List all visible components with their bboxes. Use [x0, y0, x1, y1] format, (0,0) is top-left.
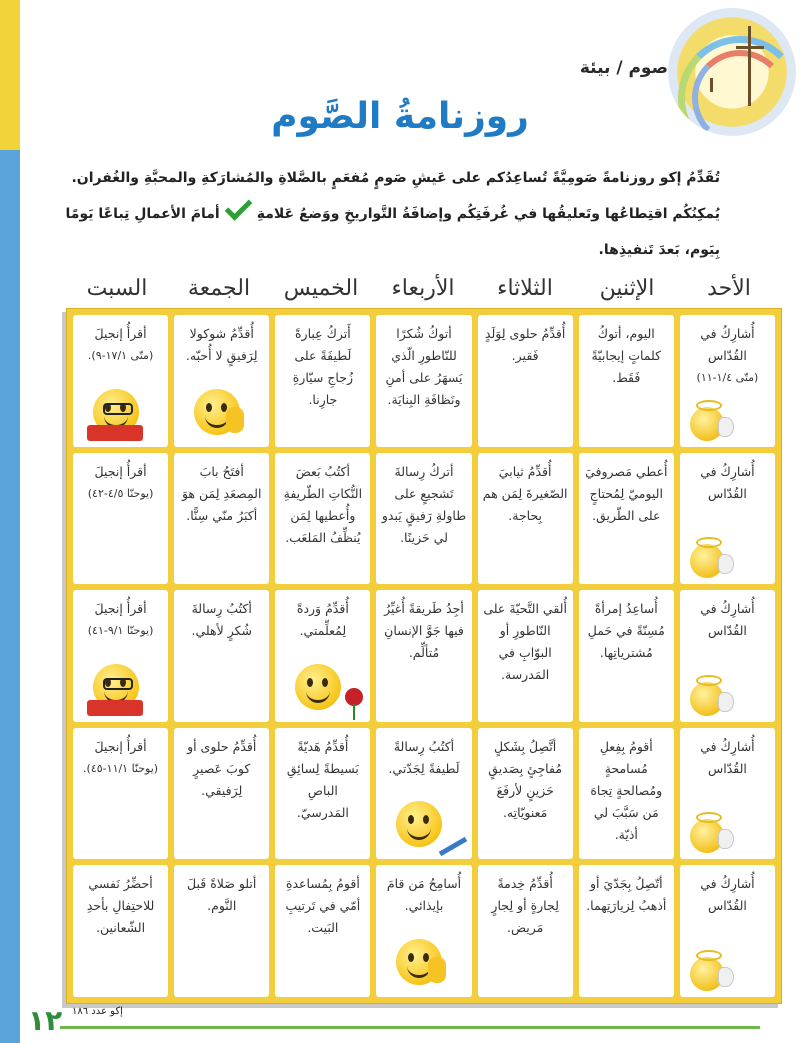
cell-activity: أُقدِّمُ ثيابيَ الصّغيرةَ لِمَن هم بِحاجة.: [482, 463, 568, 523]
calendar-cell: [73, 590, 168, 722]
calendar-cell: [376, 315, 471, 447]
cell-activity: أقومُ بِمُساعدةِ أمّي في تَرتيبِ البَيت.: [285, 876, 361, 936]
intro-line-2: [40, 196, 720, 268]
cell-activity: أقرأُ إنجيلَ: [94, 738, 147, 754]
page-title: روزنامةُ الصَّوم: [271, 96, 529, 137]
footer-rule: [60, 1012, 760, 1029]
weekday-header: [66, 276, 780, 306]
calendar-cell: [680, 453, 775, 585]
calendar-cell: [579, 453, 674, 585]
cell-activity: أُلقي التَّحيّةَ على النّاطورِ أو البوّابِ في المَدرسة.: [483, 601, 567, 683]
gospel-reference: (متّى ١/٤-١١): [696, 371, 759, 384]
cell-activity: أتركُ رِسالةَ تَشجيعٍ على طاولةِ رَفيقٍ يَبدو لي حَزينًا.: [381, 463, 467, 545]
praying-angel-icon: [690, 819, 724, 853]
cell-activity: اليوم، أتوكُ كلماتٍ إيجابيّةً فَقَط.: [591, 326, 662, 385]
gospel-reference: (يوحنّا ٩/١-٤١): [87, 624, 154, 638]
page-number: ١٢: [28, 1004, 63, 1037]
thumb-icon: [226, 407, 244, 433]
cell-activity: أقرأُ إنجيلَ: [94, 463, 147, 479]
cell-activity: أُساعِدُ إمرأةً مُسِنّةً في حَملِ مُشترياتِها.: [587, 601, 665, 661]
cell-activity: أكتُبُ بَعضَ النُّكاتِ الطّريفةِ وأُعطيها لِمَن يُنظِّفُ المَلعَب.: [283, 463, 363, 545]
cell-activity: أكتُبُ رِسالةً لَطيفةً لِجَدّتي.: [388, 738, 460, 776]
calendar-cell: [73, 453, 168, 585]
calendar-cell: [174, 453, 269, 585]
cell-activity: أُقدِّمُ وَردةً لِمُعلِّمتي.: [296, 601, 349, 639]
cell-activity: أحضِّرُ نَفسي للاحتِفالِ بأحدِ الشّعانين.: [86, 876, 155, 936]
calendar-cell: [275, 728, 370, 860]
cell-activity: أتلو صَلاةً قَبلَ النَّوم.: [187, 876, 257, 914]
calendar-cell: [478, 590, 573, 722]
calendar-cell: [478, 728, 573, 860]
calendar-cell: [376, 453, 471, 585]
calendar-cell: [579, 315, 674, 447]
calendar-cell: [174, 865, 269, 997]
cell-activity: أُشارِكُ في القُدّاس: [700, 601, 755, 639]
pencil-icon: [439, 837, 467, 856]
book-icon: [87, 700, 143, 716]
praying-angel-icon: [690, 957, 724, 991]
calendar-cell: [680, 590, 775, 722]
lent-calendar: [66, 308, 782, 1004]
calendar-cell: [478, 453, 573, 585]
cell-activity: أقرأُ إنجيلَ: [94, 601, 147, 617]
calendar-cell: [376, 728, 471, 860]
cell-activity: أكتُبُ رِسالةَ شُكرٍ لأهلي.: [191, 601, 252, 639]
cell-activity: أُشارِكُ في القُدّاس: [700, 326, 755, 363]
cell-activity: أفتَحُ بابَ المِصعَدِ لِمَن هوَ أكبَرُ منّي سِنًّا.: [181, 463, 262, 523]
intro-line-1: تُقَدِّمُ إكو روزنامةً صَومِيَّةً تُساعِدُكم على عَيشِ صَومٍ مُفعَمٍ بالصَّلاةِ والمُشارَكةِ والمحبَّةِ والغُفران.: [71, 170, 720, 186]
gospel-reference: (يوحنّا ١١/١-٤٥).: [83, 761, 159, 775]
calendar-cell: [275, 865, 370, 997]
gospel-reference: (متّى ١٧/١-٩).: [87, 349, 154, 362]
calendar-cell: [579, 865, 674, 997]
book-icon: [87, 425, 143, 441]
gospel-reference: (يوحنّا ٤/٥-٤٢): [87, 486, 154, 500]
praying-angel-icon: [690, 407, 724, 441]
praying-angel-icon: [690, 682, 724, 716]
cell-activity: أجِدُ طَريقةً أُغيِّرُ فيها جَوَّ الإنسانِ مُتألِّم.: [384, 601, 464, 661]
section-category: صوم / بيئة: [579, 58, 668, 78]
weekday-label: الإثنين: [599, 276, 655, 301]
intro-text: [40, 160, 720, 268]
intro-line-2-part-2: أمامَ الأعمالِ تِباعًا يَومًا بِيَوم، بَعدَ تَنفيذِها.: [65, 206, 720, 258]
cell-activity: أُقدِّمُ شوكولا لِرَفيقٍ لا أُحبّه.: [185, 326, 258, 363]
weekday-label: الثلاثاء: [497, 276, 553, 301]
cell-activity: أتوكُ شُكرًا للنّاطورِ الّذي يَسهَرُ على أمنِ ونَظافَةِ البِنايَة.: [385, 326, 463, 407]
cell-activity: أُشارِكُ في القُدّاس: [700, 876, 755, 914]
cell-activity: أتَّصِلُ بِشَكلٍ مُفاجِئٍ بِصَديقٍ حَزينٍ لأرفَعَ مَعنويّاتِه.: [488, 738, 563, 820]
calendar-cell: [73, 315, 168, 447]
cell-activity: أقومُ بِفِعلِ مُسامحةٍ ومُصالحةٍ تِجاهَ مَن سَبَّبَ لي أذيّة.: [590, 738, 663, 842]
calendar-cell: [275, 315, 370, 447]
calendar-grid: [73, 315, 775, 997]
calendar-cell: [376, 590, 471, 722]
intro-line-2-part-1: يُمكِنُكُم اقتِطاعُها وتَعليقُها في غُرفَتِكُم وإضافَةُ التَّواريخِ ووَضعُ عَلامةِ: [256, 206, 720, 222]
calendar-cell: [478, 865, 573, 997]
cell-activity: أُقدِّمُ حلوى لِوَلَدٍ فَقير.: [484, 326, 566, 363]
issue-label: إكو عدد ١٨٦: [72, 1006, 123, 1017]
writing-smiley-icon: [396, 801, 442, 847]
cell-activity: أتّصِلُ بِجَدّيَ أو أذهبُ لِزيارَتِهما.: [586, 876, 667, 914]
calendar-cell: [174, 315, 269, 447]
weekday-label: الخميس: [283, 276, 359, 301]
calendar-cell: [478, 315, 573, 447]
cell-activity: أُشارِكُ في القُدّاس: [700, 463, 755, 501]
cell-activity: أُسامِحُ مَن قامَ بإيذائي.: [386, 876, 462, 914]
weekday-label: الجمعة: [187, 276, 251, 301]
cell-activity: أقرأُ إنجيلَ: [94, 326, 147, 341]
left-color-strip: [0, 0, 20, 1043]
calendar-cell: [579, 590, 674, 722]
cell-activity: أُقدِّمُ حلوى أو كوبَ عَصيرٍ لِرَفيقي.: [187, 738, 257, 798]
cell-activity: أُشارِكُ في القُدّاس: [700, 738, 755, 776]
calendar-cell: [275, 590, 370, 722]
calendar-cell: [73, 865, 168, 997]
cell-activity: أُقدِّمُ هَديّةً بَسيطةً لِسائِقِ الباصِ المَدرسيّ.: [286, 738, 359, 820]
calendar-cell: [275, 453, 370, 585]
calendar-cell: [73, 728, 168, 860]
calendar-cell: [579, 728, 674, 860]
cell-activity: أُقدِّمُ خِدمةً لِجارةٍ أو لِجارٍ مَريض.: [491, 876, 559, 936]
weekday-label: السبت: [86, 276, 148, 301]
calendar-cell: [680, 315, 775, 447]
calendar-cell: [174, 728, 269, 860]
calendar-cell: [680, 865, 775, 997]
calendar-cell: [376, 865, 471, 997]
thumb-icon: [428, 957, 446, 983]
weekday-label: الأحد: [707, 276, 751, 301]
cell-activity: أَتركُ عِبارةً لَطيفَةً على زُجاجِ سيّارةِ جارِنا.: [292, 326, 353, 407]
praying-angel-icon: [690, 544, 724, 578]
rose-stem: [353, 704, 355, 720]
checkmark-icon: [224, 193, 252, 221]
weekday-label: الأربعاء: [391, 276, 455, 301]
calendar-cell: [680, 728, 775, 860]
cell-activity: أُعطي مَصروفيَ اليوميّ لِمُحتاجٍ على الطّريق.: [585, 463, 668, 523]
rose-smiley-icon: [295, 664, 341, 710]
calendar-cell: [174, 590, 269, 722]
